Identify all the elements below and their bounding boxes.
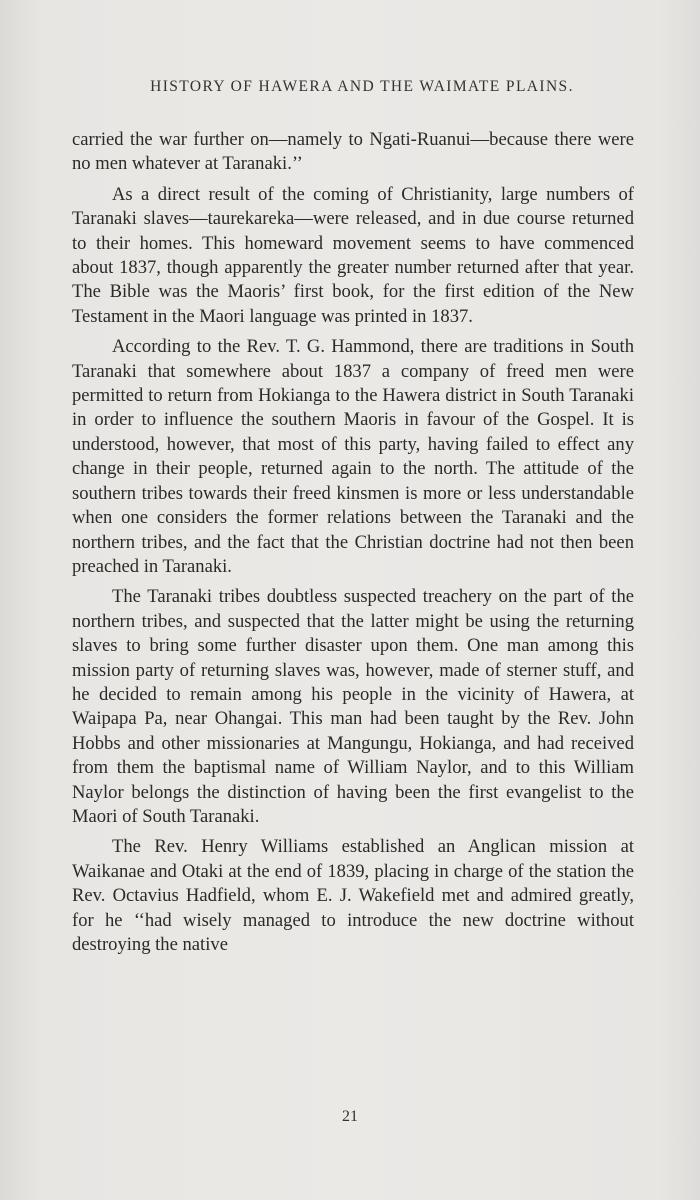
body-text xyxy=(72,128,634,963)
page-number: 21 xyxy=(342,1108,358,1125)
running-head: HISTORY OF HAWERA AND THE WAIMATE PLAINS. xyxy=(150,78,574,95)
paragraph-william-naylor: The Taranaki tribes doubtless suspected treachery on the part of the northern tribes, and suspected that the latter might be using the returning slaves to bring some further disaster upon them. One man among this mission party of returning slaves was, however, made of sterner stuff, and he decided to remain among his people in the vicinity of Hawera, at Waipapa Pa, near Ohangai. This man had been taught by the Rev. John Hobbs and other missionaries at Mangungu, Hokianga, and had received from them the baptismal name of William Naylor, and to this William Naylor belongs the distinction of having been the first evangelist to the Maori of South Taranaki. xyxy=(72,586,634,827)
paragraph-henry-williams: The Rev. Henry Williams established an Anglican mission at Waikanae and Otaki at the end of 1839, placing in charge of the station the Rev. Octavius Hadfield, whom E. J. Wakefield met and admired greatly, for he ‘‘had wisely managed to introduce the new doctrine without destroying the native xyxy=(72,836,634,955)
paragraph-christianity-slaves: As a direct result of the coming of Christianity, large numbers of Taranaki slaves—taurekareka—were released, and in due course returned to their homes. This homeward movement seems to have commenced about 1837, though apparently the greater number returned after that year. The Bible was the Maoris’ first book, for the first edition of the New Testament in the Maori language was printed in 1837. xyxy=(72,183,634,327)
paragraph-hammond-traditions: According to the Rev. T. G. Hammond, there are traditions in South Taranaki that somewhere about 1837 a company of freed men were permitted to return from Hokianga to the Hawera district in South Taranaki in order to influence the southern Maoris in favour of the Gospel. It is understood, however, that most of this party, having failed to effect any change in their people, returned again to the north. The attitude of the southern tribes towards their freed kinsmen is more or less understandable when one considers the former relations between the Taranaki and the northern tribes, and the fact that the Christian doctrine had not then been preached in Taranaki. xyxy=(72,336,634,577)
paragraph-continuation: carried the war further on—namely to Ngati-Ruanui—because there were no men whatever at Taranaki.’’ xyxy=(72,129,634,175)
